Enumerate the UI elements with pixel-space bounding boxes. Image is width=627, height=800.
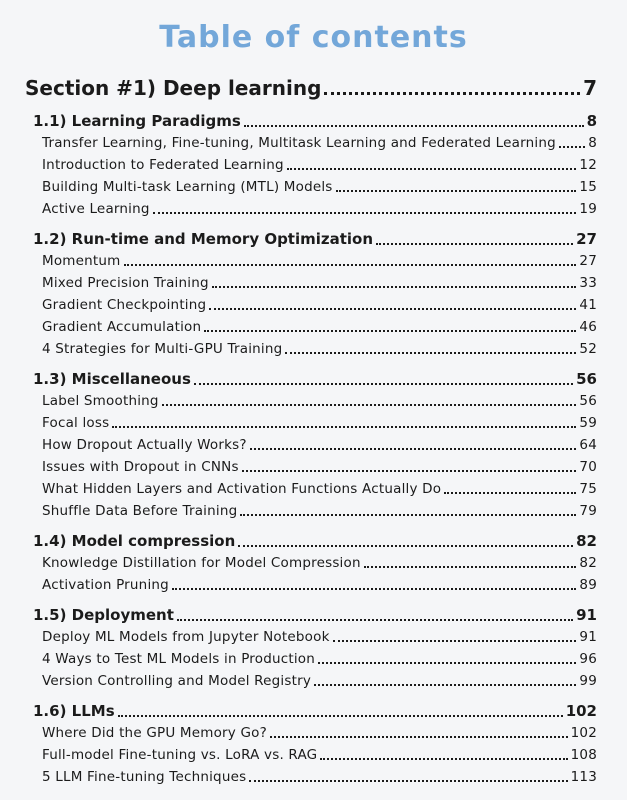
- toc-item-row[interactable]: [42, 250, 597, 272]
- toc-item-row[interactable]: [42, 670, 597, 692]
- toc-entry-label: Version Controlling and Model Registry: [42, 673, 312, 689]
- dot-leader: [238, 545, 573, 547]
- toc-item-row[interactable]: [42, 456, 597, 478]
- toc-entry-page-number: 27: [576, 230, 597, 248]
- toc-entry-label: 1.2) Run-time and Memory Optimization: [33, 230, 374, 248]
- toc-entry-label: Mixed Precision Training: [42, 275, 209, 291]
- dot-leader: [209, 308, 576, 310]
- toc-entry-label: 4 Ways to Test ML Models in Production: [42, 651, 316, 667]
- dot-leader: [244, 125, 584, 127]
- toc-item-row[interactable]: [42, 478, 597, 500]
- toc-entry-label: Active Learning: [42, 201, 150, 217]
- toc-entry-label: Gradient Accumulation: [42, 319, 202, 335]
- toc-item-row[interactable]: [42, 272, 597, 294]
- toc-entry-label: Shuffle Data Before Training: [42, 503, 238, 519]
- toc-entry-label: Label Smoothing: [42, 393, 159, 409]
- toc-entry-page-number: 75: [579, 481, 597, 497]
- toc-entry-page-number: 79: [579, 503, 597, 519]
- toc-item-row[interactable]: [42, 198, 597, 220]
- dot-leader: [376, 243, 573, 245]
- toc-entry-label: Full-model Fine-tuning vs. LoRA vs. RAG: [42, 747, 318, 763]
- dot-leader: [177, 619, 573, 621]
- dot-leader: [250, 448, 577, 450]
- toc-entry-label: Issues with Dropout in CNNs: [42, 459, 239, 475]
- toc-entry-label: 5 LLM Fine-tuning Techniques: [42, 769, 247, 785]
- toc-entry-page-number: 19: [579, 201, 597, 217]
- toc-subsection-row[interactable]: [33, 368, 597, 390]
- toc-item-row[interactable]: [42, 412, 597, 434]
- toc-entry-page-number: 91: [579, 629, 597, 645]
- toc-entry-label: Momentum: [42, 253, 121, 269]
- toc-entry-page-number: 64: [579, 437, 597, 453]
- toc-subsection-row[interactable]: [33, 530, 597, 552]
- page-title: Table of contents: [159, 20, 468, 55]
- dot-leader: [333, 640, 577, 642]
- toc-entry-page-number: 102: [570, 725, 597, 741]
- toc-entry-label: Transfer Learning, Fine-tuning, Multitask Learning and Federated Learning: [42, 135, 556, 151]
- toc-entry-page-number: 7: [583, 76, 597, 100]
- toc-entry-label: Focal loss: [42, 415, 110, 431]
- dot-leader: [324, 92, 580, 95]
- toc-item-row[interactable]: [42, 154, 597, 176]
- dot-leader: [240, 514, 576, 516]
- dot-leader: [444, 492, 576, 494]
- toc-entry-page-number: 8: [586, 112, 597, 130]
- toc-entry-page-number: 33: [579, 275, 597, 291]
- toc-section-row[interactable]: [25, 73, 597, 102]
- toc-entry-label: How Dropout Actually Works?: [42, 437, 247, 453]
- dot-leader: [270, 736, 568, 738]
- toc-item-row[interactable]: [42, 744, 597, 766]
- toc-entry-page-number: 27: [579, 253, 597, 269]
- dot-leader: [285, 352, 576, 354]
- dot-leader: [249, 780, 567, 782]
- toc-item-row[interactable]: [42, 390, 597, 412]
- toc-entry-page-number: 15: [579, 179, 597, 195]
- toc-item-row[interactable]: [42, 648, 597, 670]
- toc-item-row[interactable]: [42, 316, 597, 338]
- dot-leader: [242, 470, 577, 472]
- toc-entry-page-number: 70: [579, 459, 597, 475]
- dot-leader: [118, 715, 563, 717]
- toc-item-row[interactable]: [42, 574, 597, 596]
- toc-entry-page-number: 91: [576, 606, 597, 624]
- toc-entry-label: Knowledge Distillation for Model Compression: [42, 555, 361, 571]
- toc-entry-page-number: 56: [579, 393, 597, 409]
- toc-entry-label: Deploy ML Models from Jupyter Notebook: [42, 629, 330, 645]
- toc-entry-label: Section #1) Deep learning: [25, 76, 322, 100]
- toc-entry-page-number: 56: [576, 370, 597, 388]
- dot-leader: [287, 168, 577, 170]
- dot-leader: [336, 190, 577, 192]
- toc-item-row[interactable]: [42, 434, 597, 456]
- toc-entry-label: 1.6) LLMs: [33, 702, 115, 720]
- toc-entry-page-number: 96: [579, 651, 597, 667]
- dot-leader: [162, 404, 577, 406]
- dot-leader: [364, 566, 577, 568]
- toc-item-row[interactable]: [42, 552, 597, 574]
- toc-entry-page-number: 41: [579, 297, 597, 313]
- toc-item-row[interactable]: [42, 500, 597, 522]
- toc-entry-label: Building Multi-task Learning (MTL) Models: [42, 179, 333, 195]
- toc-item-row[interactable]: [42, 338, 597, 360]
- toc-entry-page-number: 12: [579, 157, 597, 173]
- toc-entry-page-number: 99: [579, 673, 597, 689]
- toc-subsection-row[interactable]: [33, 110, 597, 132]
- toc-entry-label: Introduction to Federated Learning: [42, 157, 284, 173]
- toc-item-row[interactable]: [42, 626, 597, 648]
- toc-entry-label: Gradient Checkpointing: [42, 297, 207, 313]
- toc-subsection-row[interactable]: [33, 700, 597, 722]
- toc-subsection-row[interactable]: [33, 228, 597, 250]
- toc-item-row[interactable]: [42, 176, 597, 198]
- toc-entry-label: 1.3) Miscellaneous: [33, 370, 191, 388]
- toc-entry-label: What Hidden Layers and Activation Functions Actually Do: [42, 481, 442, 497]
- toc-item-row[interactable]: [42, 294, 597, 316]
- toc-entry-label: Where Did the GPU Memory Go?: [42, 725, 267, 741]
- dot-leader: [212, 286, 577, 288]
- toc-entry-page-number: 8: [588, 135, 597, 151]
- toc-item-row[interactable]: [42, 132, 597, 154]
- toc-entry-page-number: 102: [565, 702, 597, 720]
- dot-leader: [559, 146, 585, 148]
- toc-subsection-row[interactable]: [33, 604, 597, 626]
- toc-entry-page-number: 82: [576, 532, 597, 550]
- dot-leader: [318, 662, 576, 664]
- dot-leader: [320, 758, 567, 760]
- dot-leader: [124, 264, 577, 266]
- toc-entry-page-number: 89: [579, 577, 597, 593]
- dot-leader: [314, 684, 576, 686]
- dot-leader: [204, 330, 576, 332]
- toc-list: [0, 55, 627, 788]
- toc-item-row[interactable]: [42, 766, 597, 788]
- toc-entry-page-number: 82: [579, 555, 597, 571]
- toc-entry-label: 1.5) Deployment: [33, 606, 174, 624]
- toc-entry-page-number: 108: [570, 747, 597, 763]
- dot-leader: [194, 383, 573, 385]
- toc-entry-label: 4 Strategies for Multi-GPU Training: [42, 341, 283, 357]
- dot-leader: [153, 212, 577, 214]
- toc-entry-label: Activation Pruning: [42, 577, 169, 593]
- toc-entry-label: 1.4) Model compression: [33, 532, 236, 550]
- toc-entry-page-number: 46: [579, 319, 597, 335]
- toc-entry-page-number: 113: [570, 769, 597, 785]
- toc-entry-label: 1.1) Learning Paradigms: [33, 112, 241, 130]
- toc-entry-page-number: 52: [579, 341, 597, 357]
- toc-item-row[interactable]: [42, 722, 597, 744]
- toc-entry-page-number: 59: [579, 415, 597, 431]
- dot-leader: [112, 426, 576, 428]
- dot-leader: [172, 588, 576, 590]
